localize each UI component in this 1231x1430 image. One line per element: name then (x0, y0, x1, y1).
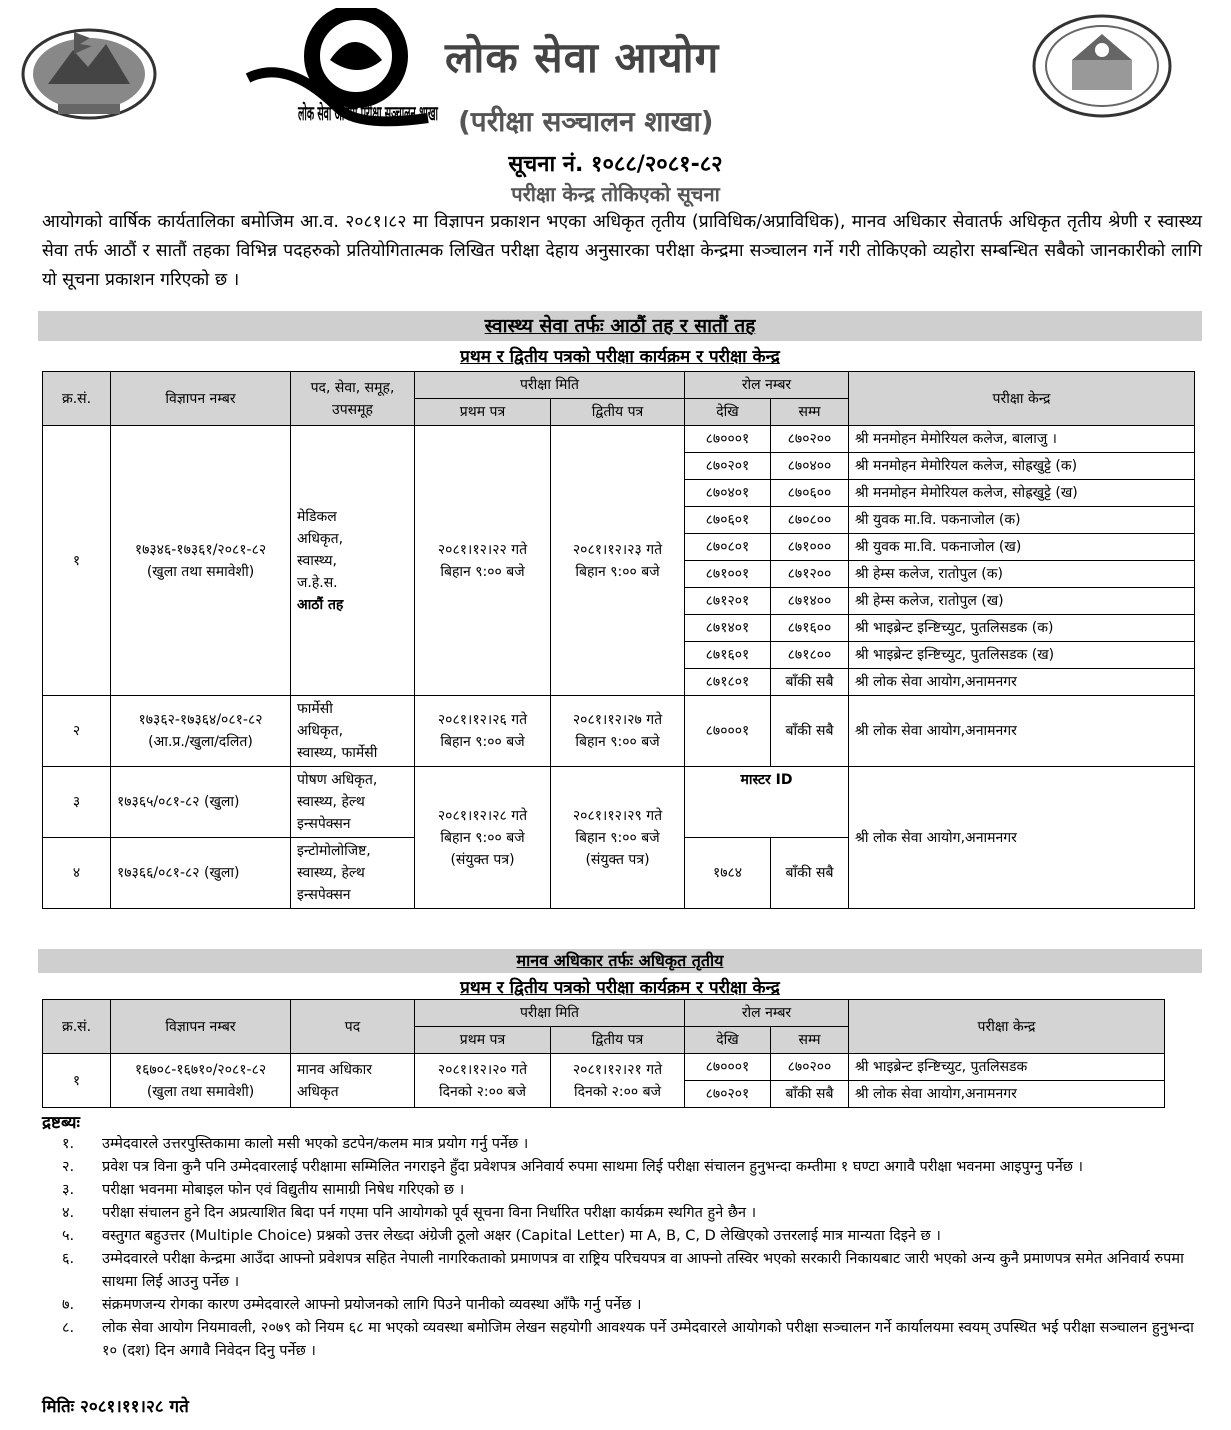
header-to: सम्म (771, 1027, 849, 1054)
notice-number: सूचना नं. १०८८/२०८१-८२ (508, 152, 723, 177)
hr-schedule-subtitle: प्रथम र द्वितीय पत्रको परीक्षा कार्यक्रम र परीक्षा केन्द्र (460, 978, 780, 998)
roll-to-cell: ८७०६०० (771, 480, 849, 507)
header-sn: क्र.सं. (43, 372, 111, 426)
header-from: देखि (685, 399, 771, 426)
adv-cell: १७३४६-१७३६१/२०८१-८२ (खुला तथा समावेशी) (111, 426, 291, 696)
table-header-row (43, 372, 1195, 399)
header-exam-centre: परीक्षा केन्द्र (849, 372, 1195, 426)
centre-cell: श्री भाइब्रेन्ट इन्ष्टिच्युट, पुतलिसडक (849, 1054, 1165, 1081)
paper1-date-cell: २०८१।१२।२८ गते बिहान ९:०० बजे (संयुक्त पत्र) (415, 767, 551, 909)
post-cell: मेडिकल अधिकृत, स्वास्थ्य, ज.हे.स. आठौं तह (291, 426, 415, 696)
adv-cell: १७३६५/०८१-८२ (खुला) (111, 767, 291, 838)
header-post: पद, सेवा, समूह, उपसमूह (291, 372, 415, 426)
centre-cell: श्री लोक सेवा आयोग,अनामनगर (849, 669, 1195, 696)
roll-to-cell: ८७१२०० (771, 561, 849, 588)
table-row (43, 767, 1195, 838)
sn-cell: २ (43, 696, 111, 767)
roll-from-cell: ८७०४०१ (685, 480, 771, 507)
post-cell: इन्टोमोलोजिष्ट, स्वास्थ्य, हेल्थ इन्सपेक्सन (291, 838, 415, 909)
header-roll-no: रोल नम्बर (685, 372, 849, 399)
header-exam-date: परीक्षा मिति (415, 372, 685, 399)
roll-from-cell: ८७१६०१ (685, 642, 771, 669)
master-id-label: मास्टर ID (685, 767, 849, 838)
health-exam-table (42, 371, 1195, 909)
paper2-date-cell: २०८१।१२।२९ गते बिहान ९:०० बजे (संयुक्त पत्र) (551, 767, 685, 909)
header-roll-no: रोल नम्बर (685, 1000, 849, 1027)
paper1-date-cell: २०८१।१२।२२ गते बिहान ९:०० बजे (415, 426, 551, 696)
centre-cell: श्री हेम्स कलेज, रातोपुल (ख) (849, 588, 1195, 615)
centre-cell: श्री मनमोहन मेमोरियल कलेज, सोह्रखुट्टे (क) (849, 453, 1195, 480)
post-cell: मानव अधिकार अधिकृत (291, 1054, 415, 1108)
roll-from-cell: ८७०००१ (685, 1054, 771, 1081)
roll-to-cell: ८७१००० (771, 534, 849, 561)
list-item: ५. वस्तुगत बहुउत्तर (Multiple Choice) प्रश्नको उत्तर लेख्दा अंग्रेजी ठूलो अक्षर (Capital Letter) मा A, B, C, D लेखिएको उत्तरलाई मात्र मान्यता दिइने छ । (62, 1228, 941, 1244)
roll-from-cell: ८७१४०१ (685, 615, 771, 642)
roll-from-cell: ८७०६०१ (685, 507, 771, 534)
roll-to-cell: बाँकी सबै (771, 838, 849, 909)
list-item: ४. परीक्षा संचालन हुने दिन अप्रत्याशित बिदा पर्न गएमा पनि आयोगको पूर्व सूचना विना निर्धारित परीक्षा कार्यक्रम स्थगित हुने छैन । (62, 1205, 757, 1221)
notice-title: परीक्षा केन्द्र तोकिएको सूचना (511, 182, 720, 206)
header-paper1: प्रथम पत्र (415, 399, 551, 426)
list-item: ३. परीक्षा भवनमा मोबाइल फोन एवं विद्युतीय सामाग्री निषेध गरिएको छ । (62, 1182, 465, 1198)
list-item: ७. संक्रमणजन्य रोगका कारण उम्मेदवारले आफ्नो प्रयोजनको लागि पिउने पानीको व्यवस्था आँफै गर्नु पर्नेछ । (62, 1297, 642, 1313)
roll-to-cell: ८७१४०० (771, 588, 849, 615)
sn-cell: ३ (43, 767, 111, 838)
header-paper1: प्रथम पत्र (415, 1027, 551, 1054)
sn-cell: १ (43, 1054, 111, 1108)
header-to: सम्म (771, 399, 849, 426)
adv-cell: १६७०८-१६७१०/२०८१-८२ (खुला तथा समावेशी) (111, 1054, 291, 1108)
roll-to-cell: बाँकी सबै (771, 1081, 849, 1108)
paper2-date-cell: २०८१।१२।२१ गते दिनको २:०० बजे (551, 1054, 685, 1108)
roll-from-cell: ८७०८०१ (685, 534, 771, 561)
roll-from-cell: ८७०२०१ (685, 1081, 771, 1108)
paper2-date-cell: २०८१।१२।२३ गते बिहान ९:०० बजे (551, 426, 685, 696)
hr-exam-table (42, 999, 1165, 1108)
list-item: २. प्रवेश पत्र विना कुनै पनि उम्मेदवारलाई परीक्षामा सम्मिलित नगराइने हुँदा प्रवेशपत्र अनिवार्य रुपमा साथमा लिई परीक्षा संचालन हुनुभन्दा कम्तीमा १ घण्टा अगावै परीक्षा भवनमा आइपुग्नु पर्नेछ । (62, 1159, 1084, 1175)
centre-cell: श्री लोक सेवा आयोग,अनामनगर (849, 696, 1195, 767)
header-post: पद (291, 1000, 415, 1054)
centre-cell: श्री युवक मा.वि. पकनाजोल (क) (849, 507, 1195, 534)
psc-exam-section-emblem (238, 8, 448, 144)
list-item: ८. लोक सेवा आयोग नियमावली, २०७९ को नियम ६८ मा भएको व्यवस्था बमोजिम लेखन सहयोगी आवश्यक पर्ने उम्मेदवारले आयोगको परीक्षा सञ्चालन गर्ने कार्यालयमा स्वयम् उपस्थित भई परीक्षा सञ्चालन हुनुभन्दा १० (दश) दिन अगावै निवेदन दिनु पर्नेछ । (62, 1320, 1194, 1359)
org-title: लोक सेवा आयोग (445, 33, 720, 82)
health-schedule-subtitle: प्रथम र द्वितीय पत्रको परीक्षा कार्यक्रम र परीक्षा केन्द्र (460, 347, 780, 367)
header-paper2: द्वितीय पत्र (551, 399, 685, 426)
roll-from-cell: ८७१८०१ (685, 669, 771, 696)
paper1-date-cell: २०८१।१२।२६ गते बिहान ९:०० बजे (415, 696, 551, 767)
roll-from-cell: १७८४ (685, 838, 771, 909)
list-item: १. उम्मेदवारले उत्तरपुस्तिकामा कालो मसी भएको डटपेन/कलम मात्र प्रयोग गर्नु पर्नेछ । (62, 1136, 529, 1152)
roll-to-cell: ८७०२०० (771, 426, 849, 453)
header-adv-no: विज्ञापन नम्बर (111, 372, 291, 426)
table-row (43, 1054, 1165, 1081)
nepal-emblem-logo (18, 22, 160, 124)
roll-from-cell: ८७०२०१ (685, 453, 771, 480)
sn-cell: ४ (43, 838, 111, 909)
roll-to-cell: ८७०४०० (771, 453, 849, 480)
roll-from-cell: ८७१२०१ (685, 588, 771, 615)
centre-cell: श्री भाइब्रेन्ट इन्ष्टिच्युट, पुतलिसडक (ख) (849, 642, 1195, 669)
sn-cell: १ (43, 426, 111, 696)
header-exam-centre: परीक्षा केन्द्र (849, 1000, 1165, 1054)
adv-cell: १७३६२-१७३६४/०८१-८२ (आ.प्र./खुला/दलित) (111, 696, 291, 767)
centre-cell: श्री मनमोहन मेमोरियल कलेज, बालाजु । (849, 426, 1195, 453)
header-exam-date: परीक्षा मिति (415, 1000, 685, 1027)
roll-from-cell: ८७०००१ (685, 426, 771, 453)
emblem-text: लोक सेवा आयोग परीक्षा सञ्चालन शाखा (297, 101, 439, 125)
header-paper2: द्वितीय पत्र (551, 1027, 685, 1054)
table-row (43, 426, 1195, 453)
header-from: देखि (685, 1027, 771, 1054)
header-adv-no: विज्ञापन नम्बर (111, 1000, 291, 1054)
centre-cell: श्री भाइब्रेन्ट इन्ष्टिच्युट, पुतलिसडक (क) (849, 615, 1195, 642)
centre-cell: श्री लोक सेवा आयोग,अनामनगर (849, 767, 1195, 909)
paper2-date-cell: २०८१।१२।२७ गते बिहान ९:०० बजे (551, 696, 685, 767)
table-row (43, 696, 1195, 767)
roll-to-cell: बाँकी सबै (771, 669, 849, 696)
list-item: ६. उम्मेदवारले परीक्षा केन्द्रमा आउँदा आफ्नो प्रवेशपत्र सहित नेपाली नागरिकताको प्रमाणपत्र वा राष्ट्रिय परिचयपत्र वा आफ्नो तस्विर भएको सरकारी निकायबाट जारी भएको अन्य कुनै प्रमाणपत्र समेत अनिवार्य रुपमा साथमा लिई आउनु पर्नेछ । (62, 1251, 1184, 1290)
public-service-commission-logo (1030, 12, 1175, 120)
centre-cell: श्री युवक मा.वि. पकनाजोल (ख) (849, 534, 1195, 561)
roll-from-cell: ८७०००१ (685, 696, 771, 767)
notes-list (58, 1133, 1208, 1363)
table-header-row (43, 1000, 1165, 1027)
health-section-heading: स्वास्थ्य सेवा तर्फः आठौं तह र सातौं तह (38, 311, 1202, 341)
post-cell: फार्मेसी अधिकृत, स्वास्थ्य, फार्मेसी (291, 696, 415, 767)
roll-to-cell: ८७१८०० (771, 642, 849, 669)
centre-cell: श्री लोक सेवा आयोग,अनामनगर (849, 1081, 1165, 1108)
adv-cell: १७३६६/०८१-८२ (खुला) (111, 838, 291, 909)
roll-to-cell: ८७०८०० (771, 507, 849, 534)
notes-heading: द्रष्टब्यः (42, 1113, 80, 1133)
hr-section-heading: मानव अधिकार तर्फः अधिकृत तृतीय (38, 949, 1202, 973)
roll-to-cell: बाँकी सबै (771, 696, 849, 767)
notice-date: मितिः २०८१।११।२८ गते (42, 1397, 189, 1417)
intro-paragraph: आयोगको वार्षिक कार्यतालिका बमोजिम आ.व. २०८१।८२ मा विज्ञापन प्रकाशन भएका अधिकृत तृतीय (प्राविधिक/अप्राविधिक), मानव अधिकार सेवातर्फ अधिकृत तृतीय श्रेणी र स्वास्थ्य सेवा तर्फ आठौं र सातौं तहका विभिन्न पदहरुको प्रतियोगितात्मक लिखित परीक्षा देहाय अनुसारका परीक्षा केन्द्रमा सञ्चालन गर्ने गरी तोकिएको व्यहोरा सम्बन्धित सबैको जानकारीको लागि यो सूचना प्रकाशन गरिएको छ । (42, 212, 1202, 290)
roll-to-cell: ८७०२०० (771, 1054, 849, 1081)
centre-cell: श्री हेम्स कलेज, रातोपुल (क) (849, 561, 1195, 588)
centre-cell: श्री मनमोहन मेमोरियल कलेज, सोह्रखुट्टे (ख) (849, 480, 1195, 507)
roll-to-cell: ८७१६०० (771, 615, 849, 642)
org-subtitle: (परीक्षा सञ्चालन शाखा) (458, 105, 714, 138)
header-sn: क्र.सं. (43, 1000, 111, 1054)
roll-from-cell: ८७१००१ (685, 561, 771, 588)
paper1-date-cell: २०८१।१२।२० गते दिनको २:०० बजे (415, 1054, 551, 1108)
post-cell: पोषण अधिकृत, स्वास्थ्य, हेल्थ इन्सपेक्सन (291, 767, 415, 838)
